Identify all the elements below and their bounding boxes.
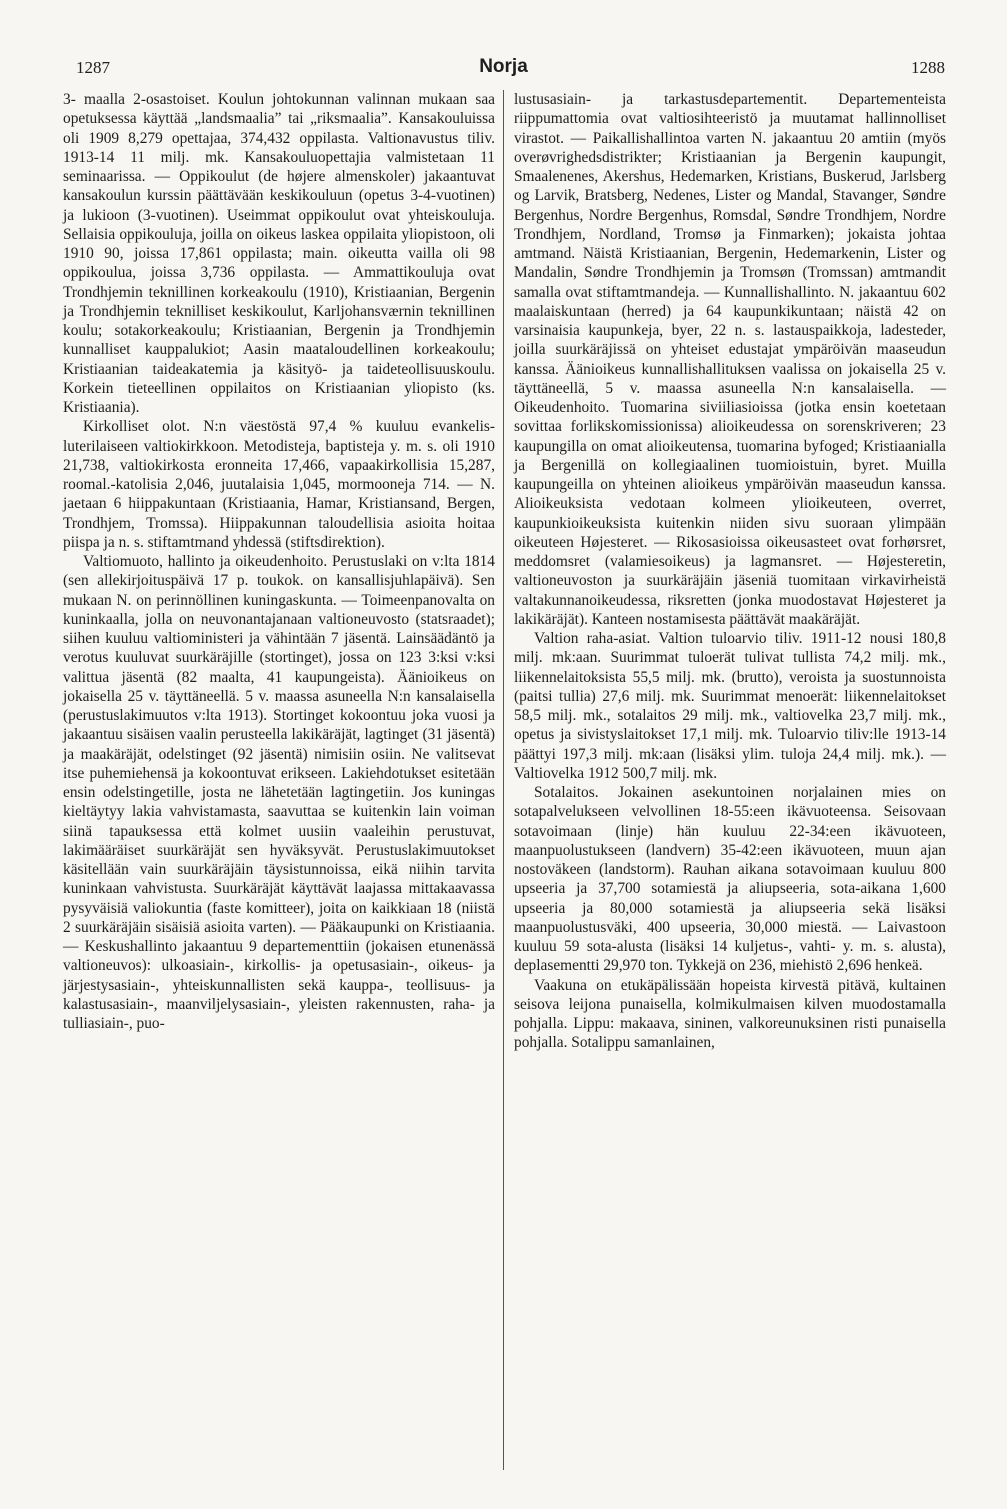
left-column xyxy=(63,90,495,1033)
right-column xyxy=(514,90,946,1053)
running-title: Norja xyxy=(479,56,528,77)
page-number-right: 1288 xyxy=(911,58,945,77)
page-number-left: 1287 xyxy=(76,58,110,77)
paragraph-military: Sotalaitos. Jokainen asekuntoinen norjalainen mies on sotapalvelukseen velvollinen 18-55:een ikävuoteensa. Seisovaan sotavoimaan (linje) hän kuuluu 22-34:een ikävuoteen, maanpuolustukseen (landvern) 35-42:een ikävuoteen, muun ajan nostoväkeen (landstorm). Rauhan aikana sotavoimaan kuuluu 800 upseeria ja 37,700 sotamiestä ja aliupseeria, sota-aikana 1,600 upseeria ja 80,000 sotamiestä ja aliupseeria sekä lisäksi maanpuolustusväki, 400 upseeria, 30,000 miestä. — Laivastoon kuuluu 59 sota-alusta (lisäksi 14 kuljetus-, vahti- y. m. s. alusta), deplasementti 29,970 ton. Tykkejä on 236, miehistö 2,696 henkeä. xyxy=(514,784,946,975)
paragraph-coat-of-arms: Vaakuna on etukäpälissään hopeista kirvestä pitävä, kultainen seisova leijona punaisella, kolmikulmaisen kilven muodostamalla pohjalla. Lippu: makaava, sininen, valkoreunuksinen risti punaisella pohjalla. Sotalippu samanlainen, xyxy=(514,976,946,1052)
paragraph-church: Kirkolliset olot. N:n väestöstä 97,4 % kuuluu evankelis- luterilaiseen valtiokirkkoon. Metodisteja, baptisteja y. m. s. oli 1910 21,738, valtiokirkosta eronneita 17,466, vapaakirkollisia 15,287, roomal.-katolisia 2,046, juutalaisia 1,045, mormooneja 714. — N. jaetaan 6 hiippakuntaan (Kristiaania, Hamar, Kristiansand, Bergen, Trondhjem, Tromssa). Hiippakunnan taloudellisia asioita hoitaa piispa ja n. s. stiftamtmand yhdessä (stiftsdirektion). xyxy=(63,418,495,551)
page-header xyxy=(62,58,945,84)
paragraph-education: 3- maalla 2-osastoiset. Koulun johtokunnan valinnan mukaan saa opetuksessa käyttää „landsmaalia” tai „riksmaalia”. Kansakouluissa oli 1909 8,279 opettajaa, 374,432 oppilasta. Valtionavustus tiliv. 1913-14 11 milj. mk. Kansakouluopettajia valmistetaan 11 seminaarissa. — Oppikoulut (de højere almenskoler) jakaantuvat kansakoulun kurssin päättävään keskikouluun (opetus 3-4-vuotinen) ja lukioon (3-vuotinen). Useimmat oppikoulut ovat yhteiskouluja. Sellaisia oppikouluja, joilla on oikeus laskea oppilaita yliopistoon, oli 1910 90, joissa 17,861 oppilasta; main. oikeutta vailla oli 98 oppikoulua, joissa 3,736 oppilasta. — Ammattikouluja ovat Trondhjemin teknillinen korkeakoulu (1910), Kristiaanian, Bergenin ja Trondhjemin teknilliset keskikoulut, Karljohansværnin teknillinen koulu; sotakorkeakoulu; Kristiaanian, Bergenin ja Trondhjemin kunnalliset kauppalukiot; Aasin maataloudellinen korkeakoulu; Kristiaanian taideakatemia ja käsityö- ja taideteollisuuskoulu. Korkein tieteellinen oppilaitos on Kristiaanian yliopisto (ks. Kristiaania). xyxy=(63,91,495,416)
paragraph-finances: Valtion raha-asiat. Valtion tuloarvio tiliv. 1911-12 nousi 180,8 milj. mk:aan. Suurimmat tuloerät tulivat tullista 74,2 milj. mk., liikennelaitoksista 55,5 milj. mk. (brutto), veroista ja suostunnoista (paitsi tullia) 27,6 milj. mk. Suurimmat menoerät: liikennelaitokset 58,5 milj. mk., sotalaitos 29 milj. mk., valtiovelka 23,7 milj. mk., opetus ja sivistyslaitokset 17,1 milj. mk. Tuloarvio tiliv:lle 1913-14 päättyi 197,3 milj. mk:aan (lisäksi ylim. tuloja 24,4 milj. mk.). — Valtiovelka 1912 500,7 milj. mk. xyxy=(514,630,946,782)
column-divider xyxy=(503,90,504,1470)
paragraph-government: Valtiomuoto, hallinto ja oikeudenhoito. Perustuslaki on v:lta 1814 (sen allekirjoituspäivä 17 p. toukok. on kansallisjuhlapäivä). Sen mukaan N. on perinnöllinen kuningaskunta. — Toimeenpanovalta on kuninkaalla, jolla on neuvonantajanaan valtioneuvosto (statsraadet); siihen kuuluu valtioministeri ja vähintään 7 jäsentä. Lainsäädäntö ja verotus kuuluvat suurkäräjille (stortinget), jossa on 123 3:ksi v:ksi valittua jäsentä (82 maalta, 41 kaupungeista). Äänioikeus on jokaisella 25 v. täyttäneellä. 5 v. maassa asuneella N:n kansalaisella (perustuslakimuutos v:lta 1913). Stortinget kokoontuu joka vuosi ja jakaantuu sisäisen vaalin perusteella lakikäräjät, lagtinget (31 jäsentä) ja maakäräjät, odelstinget (92 jäsentä) nimisiin osiin. Ne valitsevat itse puhemiehensä ja kokoontuvat erikseen. Lakiehdotukset esitetään ensin odelstingetille, josta ne lähetetään lagtingetiin. Jos kuningas kieltäytyy lakia vahvistamasta, saavuttaa se kuitenkin lain voiman siinä tapauksessa että kolmet uusiin vaaleihin perustuvat, lakimääräiset suurkäräjät sen hyväksyvät. Perustuslakimuutokset käsitellään vain suurkäräjäin täysistunnoissa, eikä niihin tarvita kuninkaan vahvistusta. Suurkäräjät käyttävät laajassa mittakaavassa pysyväisiä valiokuntia (faste komitteer), joita on kaikkiaan 18 (niistä 2 suurkäräjäin sisäisiä asioita varten). — Pääkaupunki on Kristiaania. — Keskushallinto jakaantuu 9 departementtiin (jokaisen etunenässä valtioneuvos): ulkoasiain-, kirkollis- ja opetusasiain-, oikeus- ja järjestysasiain-, yhteiskunnallisten sekä kauppa-, teollisuus- ja kalastusasiain-, maanviljelysasiain-, yleisten rakennusten, raha- ja tulliasiain-, puo- xyxy=(63,553,495,1032)
paragraph-administration: lustusasiain- ja tarkastusdepartementit. Departementeista riippumattomia ovat valtiosihteeristö ja muutamat hallinnolliset virastot. — Paikallishallintoa varten N. jakaantuu 20 amtiin (myös overøvrighedsdistrikter; Kristiaanian ja Bergenin kaupungit, Smaalenenes, Akershus, Hedemarken, Kristians, Buskerud, Jarlsberg og Larvik, Bratsberg, Nedenes, Lister og Mandal, Stavanger, Søndre Bergenhus, Nordre Bergenhus, Romsdal, Søndre Trondhjem, Nordre Trondhjem, Nordland, Tromsø ja Finmarken); jokaista johtaa amtmand. Näistä Kristiaanian, Bergenin, Hedemarkenin, Lister og Mandalin, Søndre Trondhjemin ja Tromsøn (Tromssan) amtmandit samalla ovat stiftamtmandeja. — Kunnallishallinto. N. jakaantuu 602 maalaiskuntaan (herred) ja 64 kaupunkikuntaan; näistä 42 on varsinaisia kaupunkeja, byer, 22 n. s. lastauspaikkoja, ladesteder, joilla suurkäräjissä on yhteiset edustajat ympäröivän maaseudun kanssa. Äänioikeus kunnallishallituksen vaalissa on jokaisella 25 v. täyttäneellä, 5 v. maassa asuneella N:n kansalaisella. — Oikeudenhoito. Tuomarina siviiliasioissa (jotka ensin koetetaan sovittaa forlikskomissionissa) alioikeudessa on sorenskriveren; 23 kaupungilla on omat alioikeutensa, tuomarina byfoged; Kristiaanialla ja Bergenillä on kollegiaalinen tuomioistuin, byret. Muilla kaupungeilla on yhteinen alioikeus ympäröivän maaseudun kanssa. Alioikeuksista vedotaan kolmeen ylioikeuteen, overret, kaupunkioikeuksista kuitenkin niiden sivu suoraan ylimpään oikeuteen Højesteret. — Rikosasioissa oikeusasteet ovat forhørsret, meddomsret (valamiesoikeus) ja lagmansret. — Højesteretin, valtioneuvoston ja suurkäräjäin jäseniä tuomitaan virkavirheistä valtakunnanoikeudessa, riksretten (jonka muodostavat Højesteret ja lakikäräjät). Kanteen nostamisesta päättävät maakäräjät. xyxy=(514,91,946,628)
